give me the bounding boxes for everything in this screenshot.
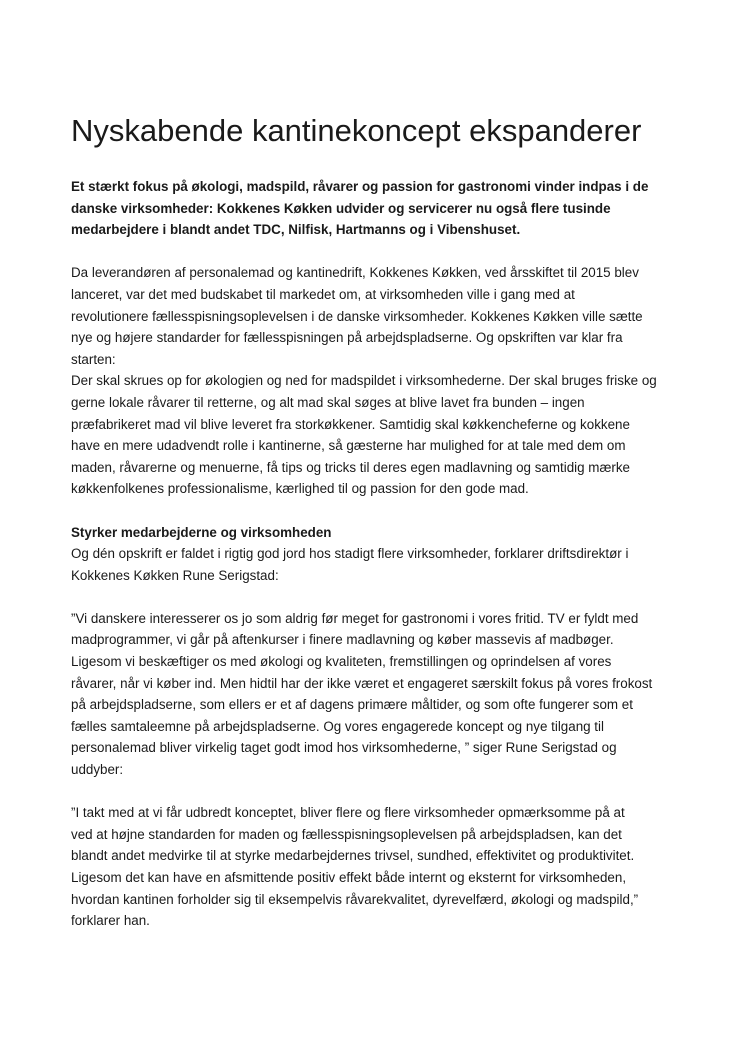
text-line: madprogrammer, vi går på aftenkurser i finere madlavning og køber massevis af madbøger. <box>71 632 614 648</box>
text-line: starten: <box>71 351 116 367</box>
text-line: blandt andet medvirke til at styrke medarbejdernes trivsel, sundhed, effektivitet og produktivitet. <box>71 848 635 864</box>
text-line: på arbejdspladserne, som ellers er et af dagens primære måltider, og som ofte fungerer som et <box>71 697 633 713</box>
text-line: Ligesom det kan have en afsmittende positiv effekt både internt og eksternt for virksomheden, <box>71 870 627 885</box>
text-line: nye og højere standarder for fællesspisningen på arbejdspladserne. Og opskriften var klar fra <box>71 330 623 346</box>
paragraph-1 <box>71 262 681 370</box>
paragraph-2 <box>71 370 681 500</box>
text-line: fælles samtaleemne på arbejdspladserne. Og vores engagerede koncept og nye tilgang til <box>71 718 604 734</box>
section-subheading <box>71 522 681 544</box>
text-line: ”I takt med at vi får udbredt konceptet, bliver flere og flere virksomheder opmærksomme på at <box>71 805 625 821</box>
text-line: Der skal skrues op for økologien og ned for madspildet i virksomhederne. Der skal bruges friske og <box>71 373 657 389</box>
text-line: lanceret, var det med budskabet til markedet om, at virksomheden ville i gang med at <box>71 286 575 302</box>
text-line: gerne lokale råvarer til retterne, og alt mad skal søges at blive lavet fra bunden – ingen <box>71 394 585 410</box>
quote-paragraph-1 <box>71 608 681 781</box>
text-line: ved at højne standarden for maden og fællesspisningsoplevelsen på arbejdspladsen, kan det <box>71 826 622 842</box>
text-line: revolutionere fællesspisningsoplevelsen i de danske virksomheder. Kokkenes Køkken ville sætte <box>71 308 643 324</box>
subheading-text: Styrker medarbejderne og virksomheden <box>71 524 332 540</box>
text-line: præfabrikeret mad vil blive leveret fra storkøkkener. Samtidig skal køkkencheferne og kokkene <box>71 416 630 432</box>
text-line: køkkenfolkenes professionalisme, kærlighed til og passion for den gode mad. <box>71 481 529 497</box>
document-body <box>71 176 681 932</box>
text-line: Og dén opskrift er faldet i rigtig god jord hos stadigt flere virksomheder, forklarer driftsdirektør i <box>71 546 629 562</box>
document-title: Nyskabende kantinekoncept ekspanderer <box>71 113 642 148</box>
paragraph-3 <box>71 543 681 586</box>
text-line: hvordan kantinen forholder sig til eksempelvis råvarekvalitet, dyrevelfærd, økologi og madspild,” <box>71 891 639 907</box>
lead-paragraph <box>71 176 681 241</box>
text-line: maden, råvarerne og menuerne, få tips og tricks til deres egen madlavning og samtidig mærke <box>71 459 630 475</box>
text-line: Ligesom vi beskæftiger os med økologi og kvaliteten, fremstillingen og oprindelsen af vores <box>71 654 612 670</box>
text-line: have en mere udadvendt rolle i kantinerne, så gæsterne har mulighed for at tale med dem om <box>71 438 626 454</box>
lead-line: medarbejdere i blandt andet TDC, Nilfisk, Hartmanns og i Vibenshuset. <box>71 222 521 238</box>
quote-paragraph-2 <box>71 802 681 932</box>
lead-line: Et stærkt fokus på økologi, madspild, råvarer og passion for gastronomi vinder indpas i de <box>71 179 649 194</box>
text-line: personalemad bliver virkelig taget godt imod hos virksomhederne, ” siger Rune Serigstad og <box>71 740 617 756</box>
lead-line: danske virksomheder: Kokkenes Køkken udvider og servicerer nu også flere tusinde <box>71 200 611 216</box>
text-line: forklarer han. <box>71 913 150 929</box>
text-line: ”Vi danskere interesserer os jo som aldrig før meget for gastronomi i vores fritid. TV er fyldt med <box>71 610 639 626</box>
text-line: råvarer, når vi køber ind. Men hidtil har der ikke været et engageret særskilt fokus på vores frokost <box>71 675 653 691</box>
text-line: uddyber: <box>71 762 124 778</box>
text-line: Kokkenes Køkken Rune Serigstad: <box>71 567 279 583</box>
text-line: Da leverandøren af personalemad og kantinedrift, Kokkenes Køkken, ved årsskiftet til 2015 blev <box>71 265 639 281</box>
